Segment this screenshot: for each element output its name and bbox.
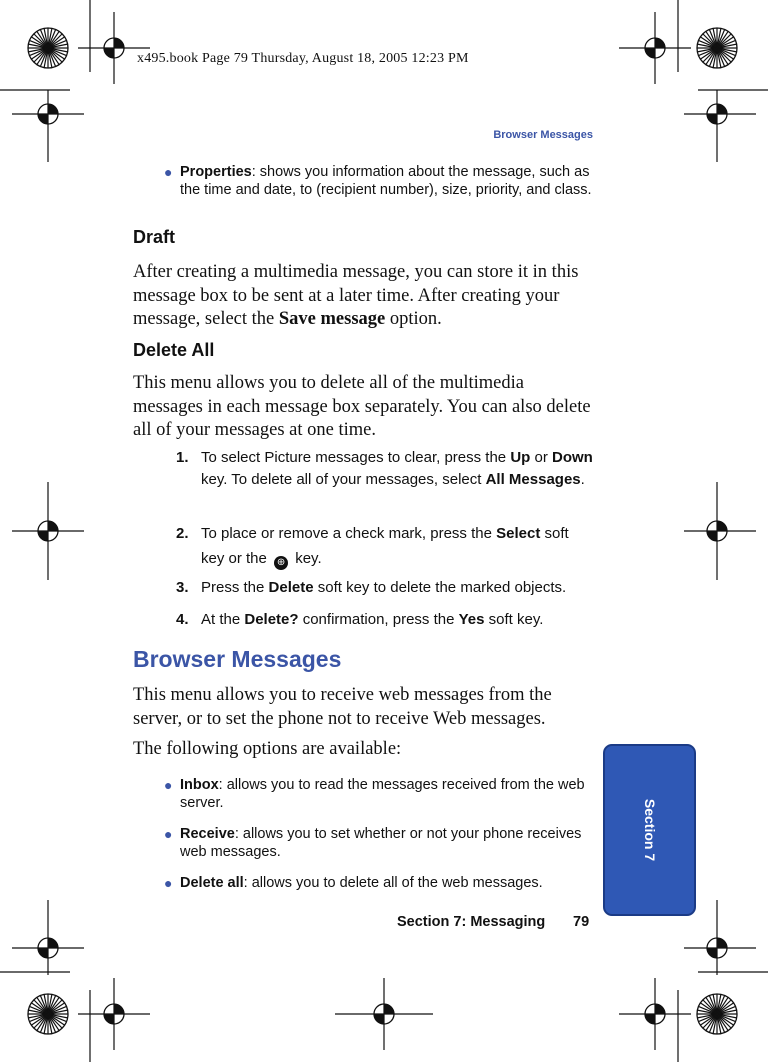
all-messages-term: All Messages xyxy=(485,471,581,488)
step-text: At the xyxy=(201,611,245,628)
step-text: soft key to delete the marked objects. xyxy=(313,579,567,596)
page-number: 79 xyxy=(573,914,590,930)
up-key-term: Up xyxy=(510,449,531,466)
bullet-text: : allows you to set whether or not your phone receives web messages. xyxy=(180,826,582,860)
step-text: key. xyxy=(291,550,322,567)
step-number: 3. xyxy=(176,579,189,596)
print-info-line: x495.book Page 79 Thursday, August 18, 2005 12:23 PM xyxy=(137,51,469,66)
bullet-delete-all xyxy=(164,874,594,892)
bullet-term: Inbox xyxy=(180,777,219,793)
step-2 xyxy=(176,521,596,571)
step-text: soft key. xyxy=(484,611,544,628)
draft-heading: Draft xyxy=(133,227,176,247)
options-intro: The following options are available: xyxy=(133,739,402,759)
bullet-dot-icon: ● xyxy=(164,777,173,793)
step-text: To select Picture messages to clear, press the xyxy=(201,449,511,466)
step-4 xyxy=(176,609,596,631)
section-tab xyxy=(603,744,696,916)
bullet-text: : allows you to delete all of the web messages. xyxy=(243,875,543,891)
step-text: . xyxy=(580,471,585,488)
browser-messages-paragraph: This menu allows you to receive web messages from the server, or to set the phone not to receive Web messages. xyxy=(133,685,552,729)
bullet-text: : shows you information about the message, such as the time and date, to (recipient number), size, priority, and class. xyxy=(180,164,592,198)
draft-text: After creating a multimedia message, you can store it in this message box to be sent at a later time. After creating your message, select the xyxy=(133,262,579,329)
delete-all-paragraph: This menu allows you to delete all of the multimedia messages in each message box separately. You can also delete all of your messages at one time. xyxy=(133,373,591,440)
bullet-term: Properties xyxy=(180,164,252,180)
step-1 xyxy=(176,447,596,491)
save-message-term: Save message xyxy=(278,309,386,329)
delete-key-term: Delete xyxy=(268,579,314,596)
step-text: To place or remove a check mark, press the xyxy=(201,525,497,542)
bullet-text: : allows you to read the messages received from the web server. xyxy=(180,777,585,811)
running-head: Browser Messages xyxy=(493,129,593,141)
step-3 xyxy=(176,577,596,599)
step-text: or xyxy=(530,449,552,466)
browser-messages-heading: Browser Messages xyxy=(133,646,342,672)
down-key-term: Down xyxy=(552,449,593,466)
bullet-term: Delete all xyxy=(180,875,244,891)
step-text: Press the xyxy=(201,579,269,596)
bullet-dot-icon: ● xyxy=(164,826,173,842)
select-key-term: Select xyxy=(496,525,541,542)
step-number: 2. xyxy=(176,525,189,542)
step-text: key. To delete all of your messages, select xyxy=(201,471,486,488)
step-text: confirmation, press the xyxy=(298,611,459,628)
draft-text-end: option. xyxy=(385,309,442,329)
draft-paragraph xyxy=(133,261,595,332)
bullet-receive xyxy=(164,825,594,861)
step-number: 1. xyxy=(176,449,189,466)
section-tab-label: Section 7 xyxy=(641,798,658,862)
bullet-inbox xyxy=(164,776,594,812)
bullet-properties xyxy=(164,163,604,199)
yes-key-term: Yes xyxy=(458,611,485,628)
bullet-dot-icon: ● xyxy=(164,164,173,180)
footer-section-title: Section 7: Messaging xyxy=(397,914,546,930)
bullet-dot-icon: ● xyxy=(164,875,173,891)
bullet-term: Receive xyxy=(180,826,235,842)
delete-all-heading: Delete All xyxy=(133,340,215,360)
nav-key-icon: ⊕ xyxy=(274,556,288,570)
delete-confirm-term: Delete? xyxy=(244,611,299,628)
step-number: 4. xyxy=(176,611,189,628)
step-text: soft key or the xyxy=(201,525,569,567)
